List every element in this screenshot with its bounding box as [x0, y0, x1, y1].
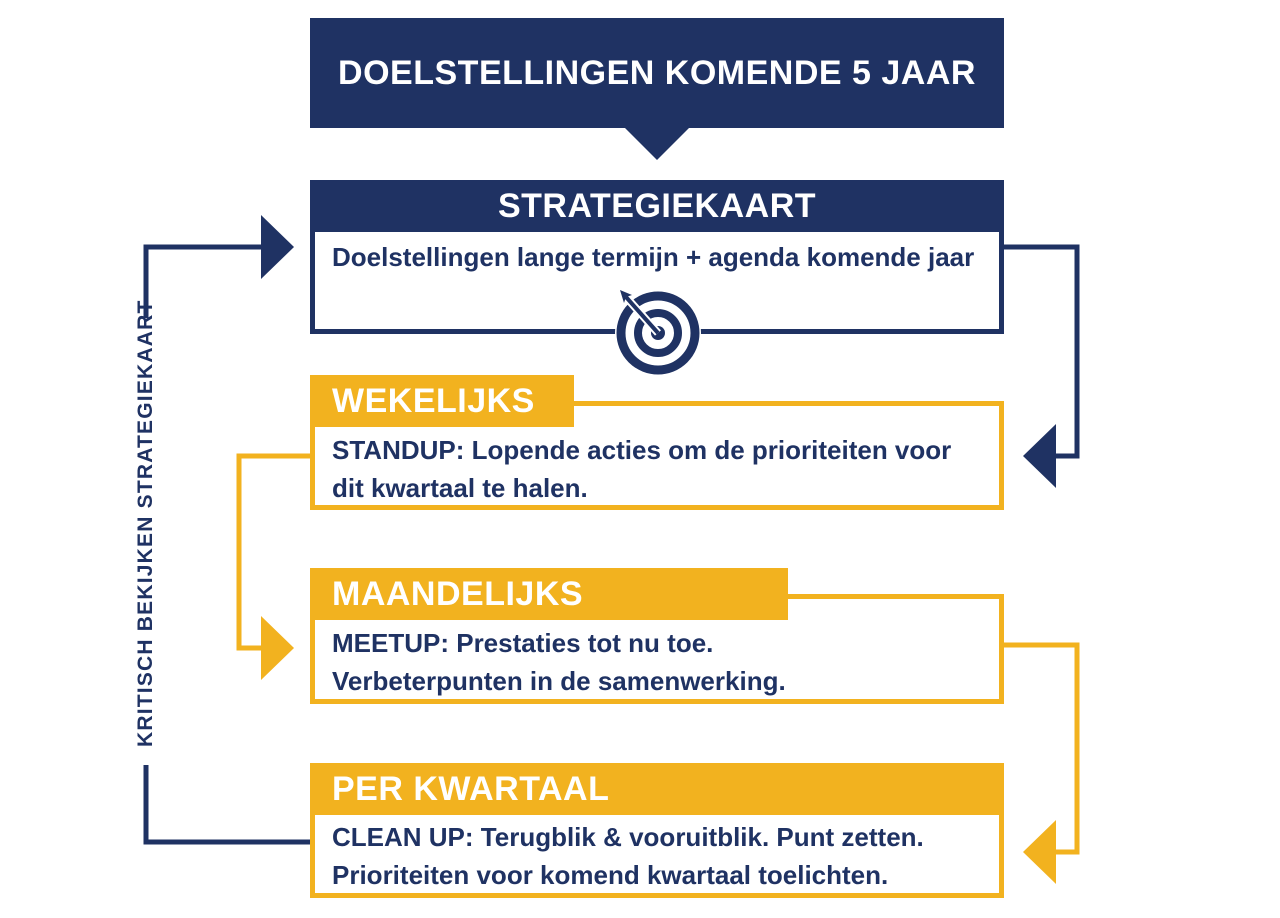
- arrow-into-monthly: [261, 616, 294, 680]
- quarterly-line-2: Prioriteiten voor komend kwartaal toelichten.: [332, 860, 889, 890]
- weekly-line-2: dit kwartaal te halen.: [332, 473, 588, 503]
- arrow-into-quarterly: [1023, 820, 1056, 884]
- arrow-into-weekly: [1023, 424, 1056, 488]
- header-title: DOELSTELLINGEN KOMENDE 5 JAAR: [338, 53, 976, 92]
- header-pointer: [624, 127, 690, 160]
- weekly-line-1: : Lopende acties om de prioriteiten voor: [455, 435, 952, 465]
- connector-monthly-to-quarterly: [1004, 645, 1077, 852]
- quarterly-body: [332, 818, 992, 894]
- side-label: KRITISCH BEKIJKEN STRATEGIEKAART: [134, 299, 157, 747]
- connector-quarterly-bottom: [146, 765, 310, 842]
- monthly-line-2: Verbeterpunten in de samenwerking.: [332, 666, 786, 696]
- monthly-keyword: MEETUP:: [332, 628, 449, 658]
- weekly-body: [332, 431, 992, 507]
- monthly-title: MAANDELIJKS: [332, 574, 584, 613]
- quarterly-keyword: CLEAN UP:: [332, 822, 474, 852]
- weekly-title: WEKELIJKS: [332, 381, 535, 420]
- connector-weekly-to-monthly: [239, 456, 310, 648]
- strategy-title-bar: [310, 180, 1004, 232]
- quarterly-title: PER KWARTAAL: [332, 769, 610, 808]
- quarterly-title-bar: [310, 763, 1004, 815]
- quarterly-line-1: Terugblik & vooruitblik. Punt zetten.: [473, 822, 924, 852]
- connector-quarterly-top: [146, 247, 266, 318]
- weekly-title-tab: [310, 375, 574, 427]
- header-box: [310, 18, 1004, 128]
- monthly-body: [332, 624, 992, 700]
- weekly-keyword: STANDUP: [332, 435, 456, 465]
- connector-strategy-to-weekly: [1004, 247, 1077, 456]
- strategy-title: STRATEGIEKAART: [497, 186, 817, 225]
- strategy-description: Doelstellingen lange termijn + agenda komende jaar: [332, 242, 975, 272]
- monthly-title-tab: [310, 568, 788, 620]
- monthly-line-1: Prestaties tot nu toe.: [449, 628, 714, 658]
- arrow-into-strategy: [261, 215, 294, 279]
- target-icon: [612, 287, 704, 379]
